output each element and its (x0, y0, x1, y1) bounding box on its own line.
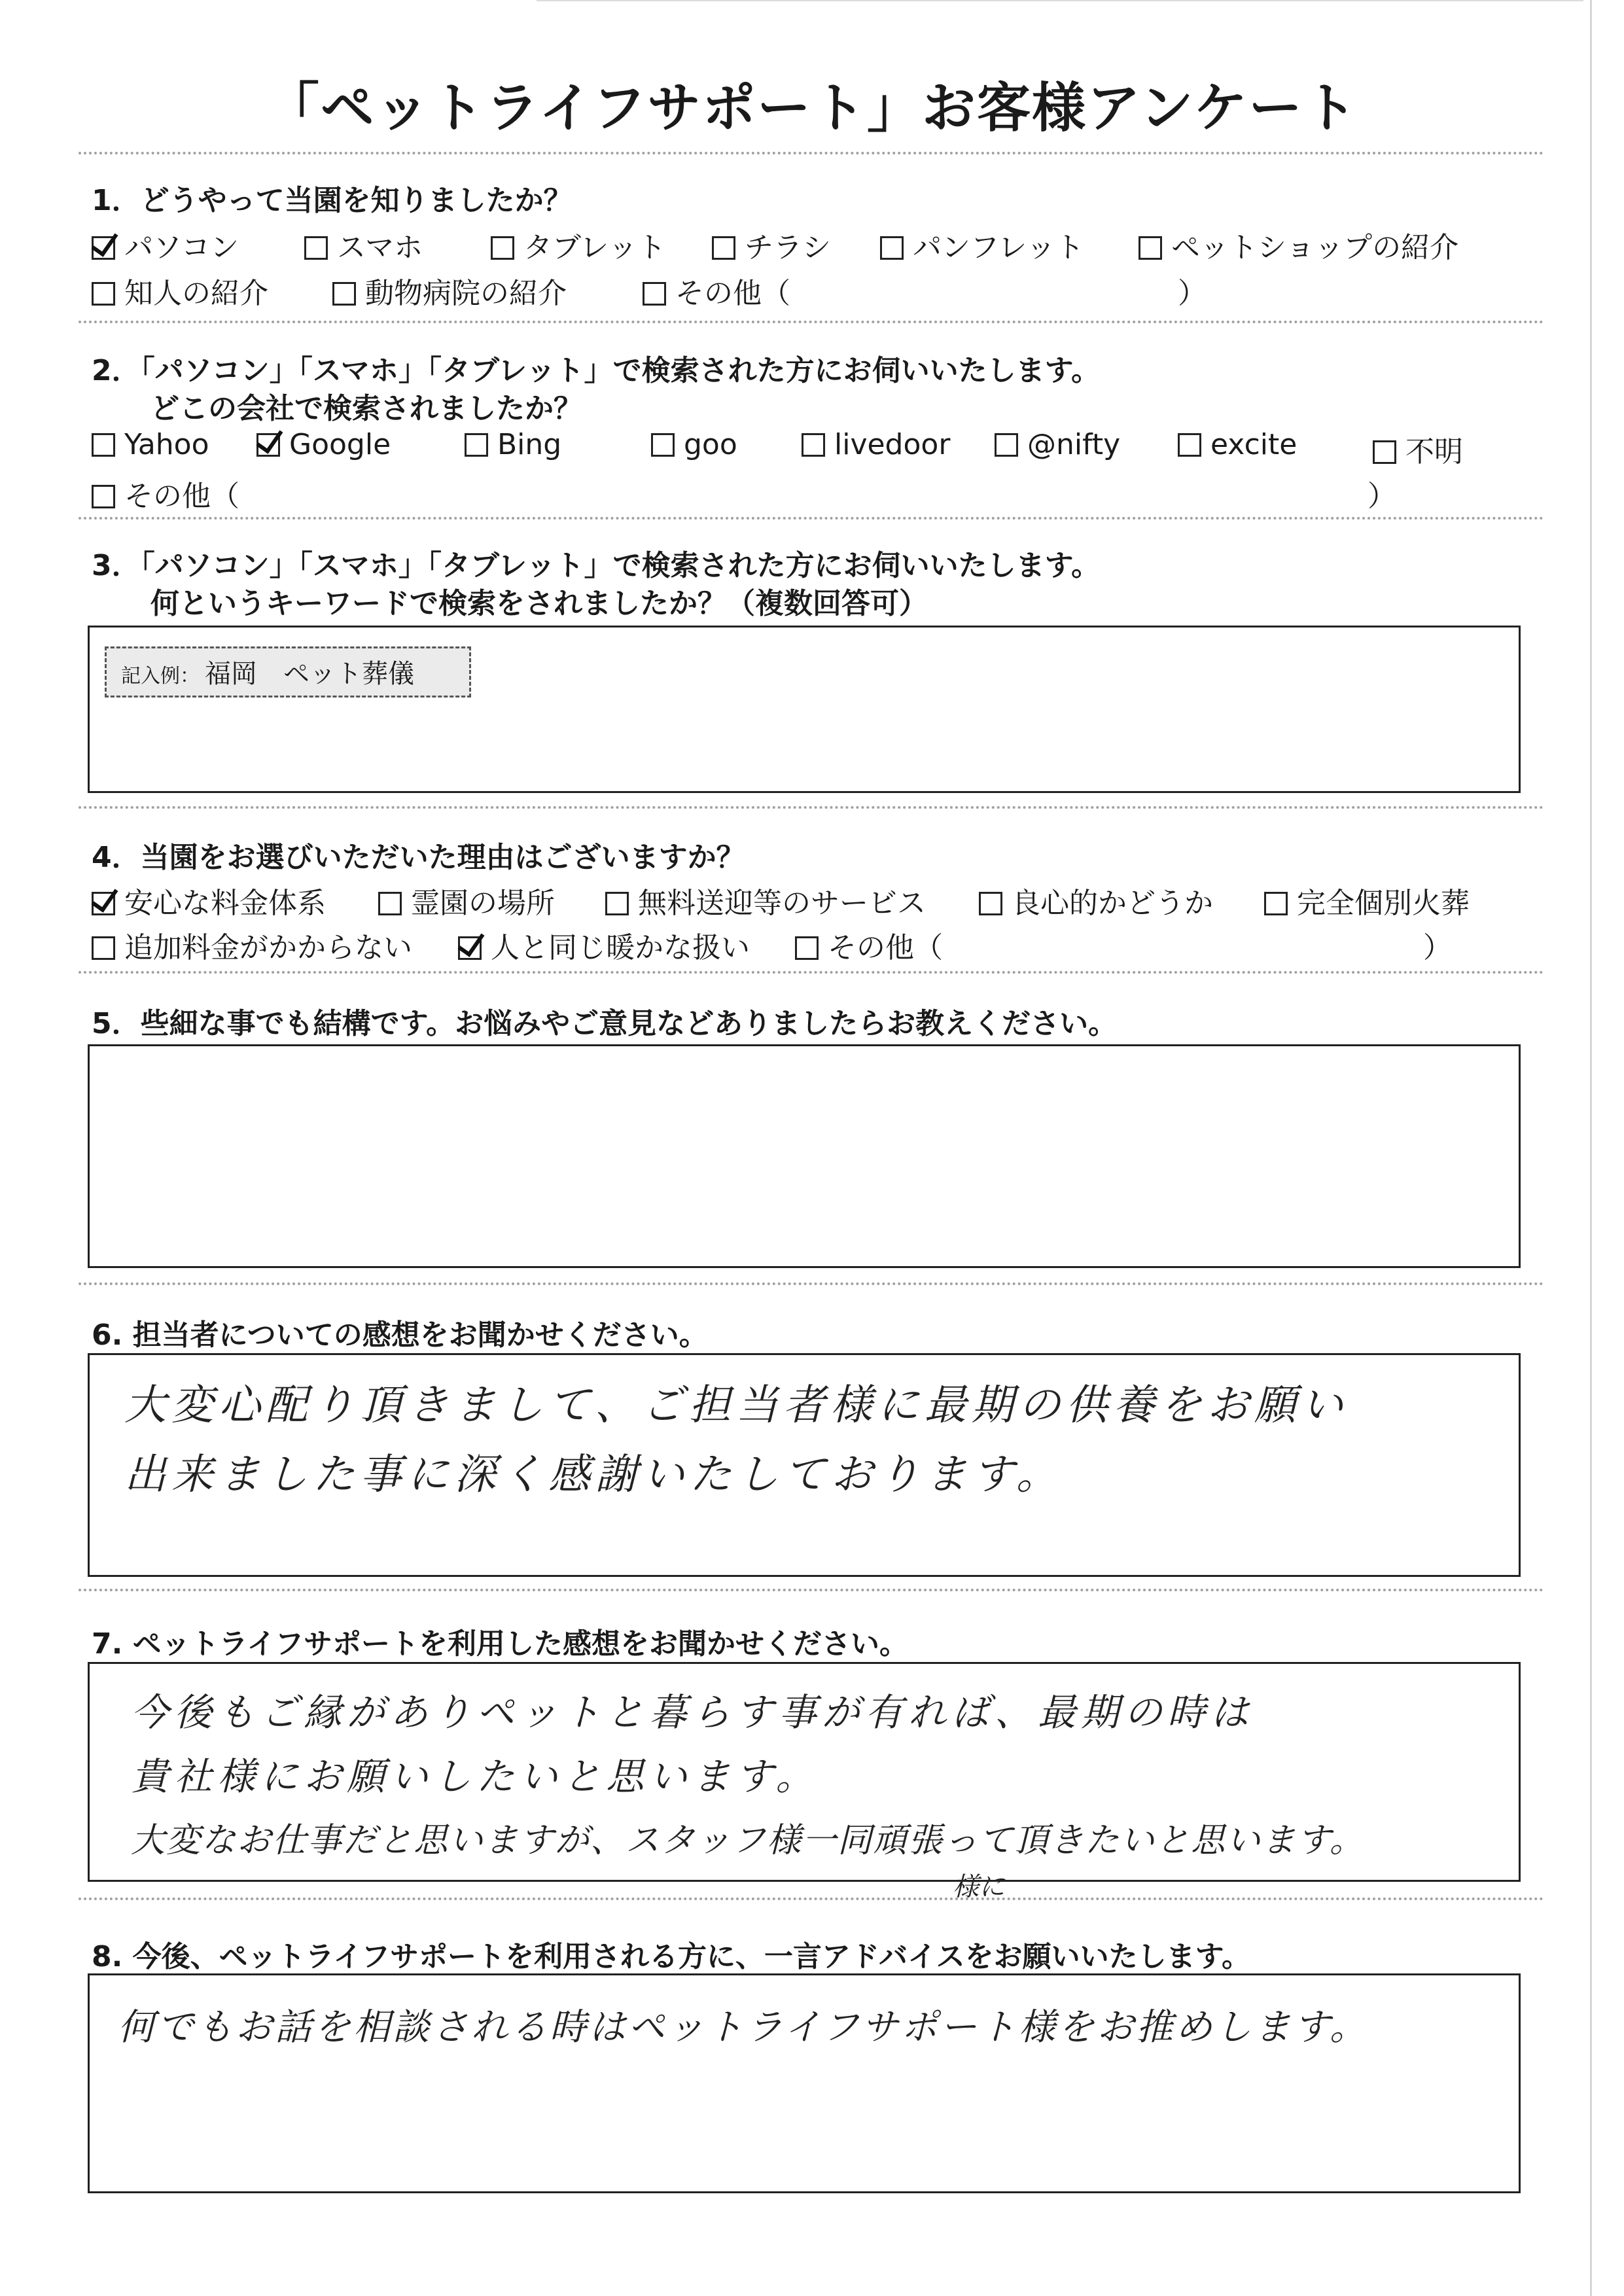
q5-label: 5．些細な事でも結構です。お悩みやご意見などありましたらお教えください。 (92, 1007, 1118, 1040)
q3-example (105, 646, 471, 698)
q1-option-smartphone[interactable]: スマホ (304, 224, 423, 266)
checkbox[interactable] (802, 433, 825, 457)
q4-option-individual-cremation[interactable]: 完全個別火葬 (1264, 879, 1470, 921)
q6-handwritten-line-1: 大変心配り頂きまして、ご担当者様に最期の供養をお願い (124, 1381, 1349, 1430)
checkbox[interactable] (1178, 433, 1201, 457)
q1-option-pamphlet[interactable]: パンフレット (880, 224, 1084, 266)
separator (79, 1589, 1544, 1591)
checkbox[interactable] (643, 282, 666, 306)
checkbox[interactable] (1373, 440, 1396, 464)
checkbox[interactable] (1264, 892, 1288, 915)
checkbox[interactable] (304, 236, 328, 260)
q2-option-excite[interactable]: excite (1178, 428, 1297, 461)
checkbox-checked[interactable] (92, 236, 115, 260)
checkbox[interactable] (651, 433, 675, 457)
checkbox[interactable] (995, 433, 1018, 457)
separator (79, 971, 1544, 974)
q4-option-price[interactable]: 安心な料金体系 (92, 879, 326, 921)
q2-option-livedoor[interactable]: livedoor (802, 428, 950, 461)
separator (79, 1282, 1544, 1285)
q7-label: 7. ペットライフサポートを利用した感想をお聞かせください。 (92, 1627, 909, 1661)
q1-option-friend[interactable]: 知人の紹介 (92, 270, 268, 311)
q4-label: 4．当園をお選びいただいた理由はございますか？ (92, 841, 745, 874)
checkbox-checked[interactable] (92, 892, 115, 915)
checkbox[interactable] (712, 236, 735, 260)
checkbox-checked[interactable] (458, 936, 482, 960)
q2-option-goo[interactable]: goo (651, 428, 737, 461)
q4-option-no-extra-fee[interactable]: 追加料金がかからない (92, 924, 412, 966)
q8-label: 8. 今後、ペットライフサポートを利用される方に、一言アドバイスをお願いいたします。 (92, 1940, 1251, 1973)
q1-option-petshop[interactable]: ペットショップの紹介 (1139, 224, 1458, 266)
checkbox[interactable] (465, 433, 488, 457)
scan-edge-top (537, 0, 1583, 1)
q4-option-warm-treatment[interactable]: 人と同じ暖かな扱い (458, 924, 750, 966)
separator (79, 152, 1544, 154)
checkbox[interactable] (332, 282, 356, 306)
checkbox[interactable] (92, 433, 115, 457)
q2-option-google[interactable]: Google (256, 428, 391, 461)
q4-option-other[interactable]: その他（ (795, 924, 943, 966)
q2-option-bing[interactable]: Bing (465, 428, 561, 461)
checkbox[interactable] (92, 485, 115, 508)
q5-answer-box[interactable] (88, 1044, 1521, 1268)
q4-option-location[interactable]: 霊園の場所 (378, 879, 555, 921)
checkbox[interactable] (880, 236, 904, 260)
scan-edge-right (1590, 0, 1592, 2296)
separator (79, 806, 1544, 809)
q2-option-unknown[interactable]: 不明 (1373, 428, 1463, 470)
q1-option-tablet[interactable]: タブレット (491, 224, 666, 266)
q8-handwritten-line-1: 何でもお話を相談される時はペットライフサポート様をお推めします。 (118, 2006, 1369, 2049)
checkbox[interactable] (92, 936, 115, 960)
checkbox[interactable] (605, 892, 629, 915)
q1-other-close: ） (1178, 277, 1207, 310)
example-label: 記入例： (121, 665, 200, 688)
q1-option-other[interactable]: その他（ (643, 270, 790, 311)
q7-handwritten-line-2: 貴社様にお願いしたいと思います。 (131, 1754, 819, 1799)
q1-option-flyer[interactable]: チラシ (712, 224, 831, 266)
q6-handwritten-line-2: 出来ました事に深く感謝いたしております。 (124, 1451, 1063, 1499)
q2-option-nifty[interactable]: @nifty (995, 428, 1120, 461)
q4-other-close: ） (1423, 931, 1452, 964)
checkbox[interactable] (491, 236, 514, 260)
q3-label: 3．「パソコン」「スマホ」「タブレット」で検索された方にお伺いいたします。 (92, 549, 1101, 582)
q2-label: 2．「パソコン」「スマホ」「タブレット」で検索された方にお伺いいたします。 (92, 354, 1101, 387)
q1-option-pc[interactable]: パソコン (92, 224, 239, 266)
q1-option-vet[interactable]: 動物病院の紹介 (332, 270, 567, 311)
checkbox[interactable] (979, 892, 1002, 915)
q4-option-pickup[interactable]: 無料送迎等のサービス (605, 879, 926, 921)
checkbox[interactable] (92, 282, 115, 306)
checkbox[interactable] (1139, 236, 1162, 260)
q1-label: 1．どうやって当園を知りましたか？ (92, 184, 573, 217)
checkbox-checked[interactable] (256, 433, 280, 457)
checkbox[interactable] (378, 892, 402, 915)
q4-option-conscientious[interactable]: 良心的かどうか (979, 879, 1213, 921)
example-value: 福岡 ペット葬儀 (205, 659, 414, 689)
q7-handwritten-insertion: 様に (953, 1872, 1005, 1902)
separator (79, 321, 1544, 323)
survey-title: 「ペットライフサポート」お客様アンケート (265, 77, 1359, 139)
q6-label: 6. 担当者についての感想をお聞かせください。 (92, 1318, 708, 1352)
q2-option-yahoo[interactable]: Yahoo (92, 428, 209, 461)
q3-sublabel: 何というキーワードで検索をされましたか？（複数回答可） (150, 587, 928, 620)
q7-handwritten-line-3: 大変なお仕事だと思いますが、スタッフ様一同頑張って頂きたいと思います。 (131, 1821, 1365, 1860)
separator (79, 517, 1544, 520)
checkbox[interactable] (795, 936, 819, 960)
q2-other-close: ） (1368, 480, 1396, 513)
separator (79, 1898, 1544, 1900)
q2-sublabel: どこの会社で検索されましたか？ (150, 392, 582, 425)
q2-option-other[interactable]: その他（ (92, 472, 239, 514)
q7-handwritten-line-1: 今後もご縁がありペットと暮らす事が有れば、最期の時は (131, 1690, 1254, 1735)
